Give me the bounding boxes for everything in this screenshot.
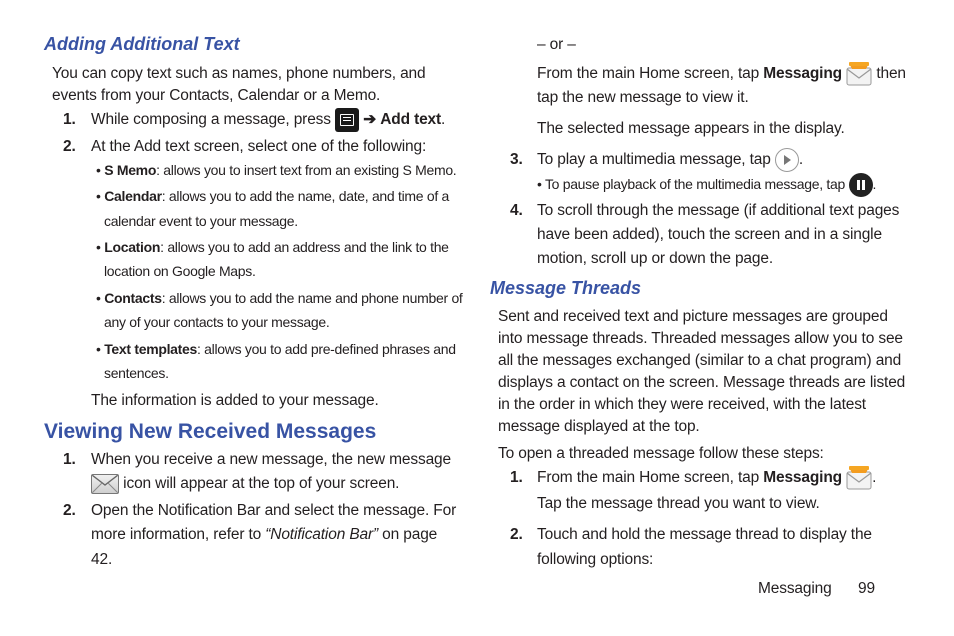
- step-number: 2.: [63, 502, 76, 519]
- paragraph-line: in the order in which they were received, with the latest: [498, 396, 866, 413]
- step-text: on page: [378, 526, 438, 543]
- bullet-mark: •: [96, 162, 101, 178]
- bullet-term: Contacts: [104, 290, 162, 306]
- add-text-label: Add text: [380, 111, 442, 128]
- step-text-line: have been added), touch the screen and in a single: [537, 226, 882, 243]
- period: .: [872, 469, 877, 487]
- step-text: To play a multimedia message, tap: [537, 151, 771, 169]
- messaging-app-icon: [846, 465, 872, 491]
- play-icon: [775, 148, 799, 172]
- bullet-text: : allows you to add the name, date, and time of a: [161, 188, 449, 204]
- step-1: [91, 107, 445, 133]
- step-text-line: motion, scroll up or down the page.: [537, 250, 773, 267]
- bullet-text-continued: calendar event to your message.: [104, 213, 298, 229]
- bullet-contacts: [96, 290, 463, 306]
- heading-adding-additional-text: Adding Additional Text: [44, 34, 240, 54]
- messaging-label: Messaging: [763, 65, 842, 83]
- period: .: [872, 176, 877, 192]
- step-number: 2.: [63, 138, 76, 155]
- bullet-mark: •: [96, 188, 101, 204]
- home-screen-line: [537, 61, 906, 87]
- bullet-s-memo: [96, 162, 456, 178]
- step-text: From the main Home screen, tap: [537, 469, 764, 487]
- or-separator: – or –: [537, 36, 576, 53]
- messaging-label: Messaging: [763, 469, 842, 487]
- step-text: Touch and hold the message thread to display the: [537, 526, 872, 543]
- bullet-text-templates: [96, 341, 456, 357]
- step-2-text: At the Add text screen, select one of the following:: [91, 138, 427, 155]
- selected-message-text: The selected message appears in the display.: [537, 120, 845, 137]
- step-number: 1.: [510, 469, 523, 486]
- pause-note-text: • To pause playback of the multimedia message, tap: [537, 176, 845, 192]
- info-added-text: The information is added to your message.: [91, 392, 379, 409]
- paragraph-line: all the messages exchanged (similar to a chat program) and: [498, 352, 902, 369]
- bullet-text-continued: sentences.: [104, 365, 169, 381]
- paragraph-line: Sent and received text and picture messages are grouped: [498, 308, 888, 325]
- step-number: 2.: [510, 526, 523, 543]
- step-number: 1.: [63, 111, 76, 128]
- heading-message-threads: Message Threads: [490, 278, 642, 298]
- step-number: 3.: [510, 151, 523, 168]
- bullet-term: S Memo: [104, 162, 157, 178]
- bullet-text: : allows you to add pre-defined phrases and: [197, 341, 456, 357]
- step-text-line: [91, 472, 399, 496]
- paragraph-line: You can copy text such as names, phone numbers, and: [52, 65, 426, 82]
- bullet-term: Calendar: [104, 188, 162, 204]
- step-number: 1.: [63, 451, 76, 468]
- bullet-mark: •: [96, 290, 101, 306]
- step-text: To scroll through the message (if additional text pages: [537, 202, 900, 219]
- page-number: 99: [858, 580, 875, 597]
- bullet-mark: •: [96, 239, 101, 255]
- pause-icon: [849, 173, 873, 197]
- bullet-location: [96, 239, 449, 255]
- heading-viewing-new-received-messages: Viewing New Received Messages: [44, 420, 377, 443]
- step-text-line: tap the new message to view it.: [537, 89, 749, 106]
- open-threaded-text: To open a threaded message follow these steps:: [498, 445, 824, 462]
- envelope-icon: [91, 474, 119, 494]
- step-text-line: following options:: [537, 551, 654, 568]
- step-number: 4.: [510, 202, 523, 219]
- paragraph-line: displays a contact on the screen. Message threads are listed: [498, 374, 906, 391]
- step-text: When you receive a new message, the new message: [91, 451, 451, 468]
- footer-section-name: Messaging: [758, 580, 832, 597]
- step-text: From the main Home screen, tap: [537, 65, 764, 83]
- paragraph-line: message displayed at the top.: [498, 418, 700, 435]
- step-3: [537, 148, 803, 172]
- step-text: icon will appear at the top of your screen.: [123, 475, 400, 492]
- bullet-text-continued: any of your contacts to your message.: [104, 314, 330, 330]
- paragraph-line: into message threads. Threaded messages allow you to see: [498, 330, 903, 347]
- step-text-line: [91, 526, 437, 544]
- messaging-app-icon: [846, 61, 872, 87]
- step-1-text: While composing a message, press: [91, 111, 331, 128]
- bullet-term: Location: [104, 239, 161, 255]
- step-text: Open the Notification Bar and select the message. For: [91, 502, 457, 519]
- bullet-text-continued: location on Google Maps.: [104, 263, 256, 279]
- bullet-text: : allows you to add the name and phone number of: [161, 290, 463, 306]
- bullet-text: : allows you to add an address and the link to the: [160, 239, 449, 255]
- notification-bar-reference: “Notification Bar”: [265, 526, 379, 543]
- arrow-glyph: ➔: [363, 111, 377, 128]
- menu-key-icon: [335, 108, 359, 132]
- paragraph-line: events from your Contacts, Calendar or a Memo.: [52, 87, 381, 104]
- step-text-line: Tap the message thread you want to view.: [537, 495, 820, 512]
- bullet-term: Text templates: [104, 341, 197, 357]
- bullet-text: : allows you to insert text from an existing S Memo.: [156, 162, 457, 178]
- bullet-mark: •: [96, 341, 101, 357]
- bullet-calendar: [96, 188, 449, 204]
- step-text-line: 42.: [91, 551, 113, 568]
- pause-note: [537, 172, 876, 197]
- period: .: [798, 151, 804, 169]
- period: .: [441, 111, 446, 128]
- step-text: then: [876, 65, 906, 83]
- step-text: more information, refer to: [91, 526, 266, 543]
- step-1-threads: [537, 465, 876, 491]
